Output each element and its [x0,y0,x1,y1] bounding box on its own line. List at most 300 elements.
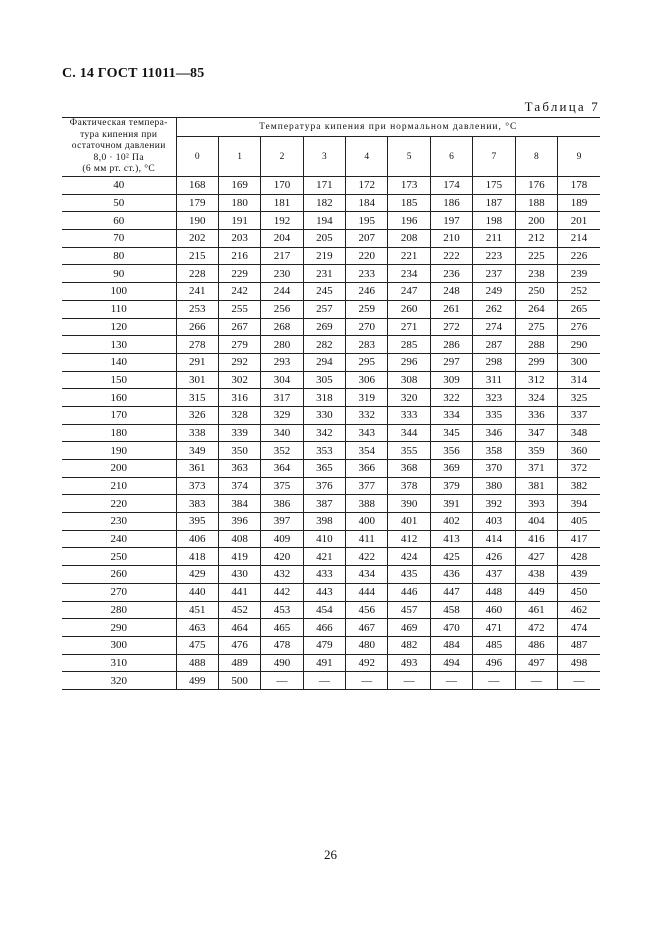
table-cell: 391 [430,495,472,513]
table-cell: 457 [388,601,430,619]
stub-header-line: (6 мм рт. ст.), °С [82,164,156,175]
table-cell: 436 [430,566,472,584]
table-row [62,371,600,389]
row-temperature: 320 [62,672,176,690]
table-cell: 379 [430,477,472,495]
table-cell: 478 [261,636,303,654]
table-cell: 308 [388,371,430,389]
table-cell: 449 [515,583,557,601]
table-cell: 401 [388,513,430,531]
table-cell: 256 [261,300,303,318]
row-temperature: 250 [62,548,176,566]
table-cell: 335 [473,406,515,424]
table-row [62,619,600,637]
table-cell: 336 [515,406,557,424]
table-cell: 418 [188,550,206,563]
table-cell: 214 [558,230,600,248]
table-cell: 487 [558,636,600,654]
row-temperature: 220 [62,495,176,513]
table-cell: 195 [346,212,388,230]
table-cell: 200 [515,212,557,230]
table-cell: 291 [188,356,206,369]
table-cell: 285 [388,336,430,354]
table-cell: 476 [218,636,260,654]
table-cell: 176 [515,177,557,195]
table-cell: 474 [558,619,600,637]
table-cell: 419 [218,548,260,566]
table-cell: 188 [515,194,557,212]
digit-header: 1 [218,137,260,177]
table-cell: 373 [188,480,206,493]
table-cell: 304 [261,371,303,389]
table-cell: 465 [261,619,303,637]
table-cell: 306 [346,371,388,389]
row-temperature: 40 [62,177,176,195]
row-temperature: 230 [62,513,176,531]
table-cell: 469 [388,619,430,637]
table-cell: 189 [558,194,600,212]
table-cell: 472 [515,619,557,637]
row-temperature: 170 [62,406,176,424]
table-cell: 270 [346,318,388,336]
table-cell: 260 [388,300,430,318]
table-cell: 378 [388,477,430,495]
table-cell: — [261,672,303,690]
table-cell: 499 [188,674,206,687]
table-cell: 296 [388,353,430,371]
digit-header: 2 [261,137,303,177]
table-cell: 428 [558,548,600,566]
table-cell: 416 [515,530,557,548]
table-cell: — [388,672,430,690]
page-header: С. 14 ГОСТ 11011—85 [62,66,205,81]
table-cell: 494 [430,654,472,672]
table-cell: 174 [430,177,472,195]
table-cell: 271 [388,318,430,336]
table-cell: 253 [188,303,206,316]
table-cell: 230 [261,265,303,283]
table-cell: 484 [430,636,472,654]
table-cell: 488 [188,656,206,669]
digit-header: 9 [558,137,600,177]
table-cell: 316 [218,389,260,407]
table-cell: 384 [218,495,260,513]
table-cell: 222 [430,247,472,265]
table-cell: 250 [515,283,557,301]
table-cell: 334 [430,406,472,424]
row-temperature: 310 [62,654,176,672]
table-cell: 208 [388,230,430,248]
table-cell: 408 [218,530,260,548]
table-cell: 411 [346,530,388,548]
table-cell: 405 [558,513,600,531]
table-cell: 261 [430,300,472,318]
table-cell: 496 [473,654,515,672]
table-cell: 350 [218,442,260,460]
table-cell: 332 [346,406,388,424]
table-cell: 394 [558,495,600,513]
table-cell: 395 [188,515,206,528]
row-temperature: 150 [62,371,176,389]
table-cell: 383 [188,497,206,510]
table-cell: 269 [303,318,345,336]
table-cell: 287 [473,336,515,354]
table-cell: 460 [473,601,515,619]
table-cell: 294 [303,353,345,371]
table-row [62,247,600,265]
table-cell: 346 [473,424,515,442]
table-cell: 426 [473,548,515,566]
row-temperature: 110 [62,300,176,318]
table-cell: 365 [303,460,345,478]
table-cell: 187 [473,194,515,212]
table-cell: 375 [261,477,303,495]
row-temperature: 240 [62,530,176,548]
table-cell: 297 [430,353,472,371]
table-row [62,477,600,495]
table-row [62,636,600,654]
table-cell: 223 [473,247,515,265]
table-cell: 324 [515,389,557,407]
row-temperature: 100 [62,283,176,301]
table-cell: 470 [430,619,472,637]
table-cell: 498 [558,654,600,672]
table-cell: 231 [303,265,345,283]
table-row [62,336,600,354]
table-cell: 372 [558,460,600,478]
table-cell: 413 [430,530,472,548]
table-cell: 479 [303,636,345,654]
table-row [62,389,600,407]
row-temperature: 280 [62,601,176,619]
table-cell: 444 [346,583,388,601]
table-row [62,513,600,531]
table-row [62,318,600,336]
table-row [62,212,600,230]
table-cell: 280 [261,336,303,354]
table-cell: 490 [261,654,303,672]
table-cell: — [346,672,388,690]
table-row [62,283,600,301]
stub-header [62,118,176,177]
table-cell: 282 [303,336,345,354]
table-cell: 390 [388,495,430,513]
table-cell: 245 [303,283,345,301]
table-cell: 196 [388,212,430,230]
table-cell: 172 [346,177,388,195]
table-cell: 234 [388,265,430,283]
row-temperature: 270 [62,583,176,601]
table-row [62,194,600,212]
table-cell: 186 [430,194,472,212]
table-cell: 184 [346,194,388,212]
table-cell: 446 [388,583,430,601]
table-cell: 267 [218,318,260,336]
table-cell: 462 [558,601,600,619]
table-cell: 491 [303,654,345,672]
table-cell: 343 [346,424,388,442]
table-cell: 376 [303,477,345,495]
table-cell: 252 [558,283,600,301]
table-cell: 175 [473,177,515,195]
table-cell: 438 [515,566,557,584]
table-cell: 414 [473,530,515,548]
table-cell: 173 [388,177,430,195]
table-cell: 326 [188,409,206,422]
table-cell: 318 [303,389,345,407]
table-row [62,583,600,601]
table-cell: 325 [558,389,600,407]
table-row [62,548,600,566]
table-cell: — [473,672,515,690]
table-cell: 439 [558,566,600,584]
table-cell: 205 [303,230,345,248]
table-cell: 450 [558,583,600,601]
table-cell: 219 [303,247,345,265]
boiling-temperature-table [62,117,600,690]
table-cell: 288 [515,336,557,354]
table-cell: 432 [261,566,303,584]
table-cell: 340 [261,424,303,442]
table-cell: 482 [388,636,430,654]
table-cell: 369 [430,460,472,478]
table-cell: 272 [430,318,472,336]
table-cell: 427 [515,548,557,566]
table-cell: 248 [430,283,472,301]
table-cell: 355 [388,442,430,460]
table-row [62,265,600,283]
table-cell: 278 [188,338,206,351]
table-cell: 464 [218,619,260,637]
table-row [62,654,600,672]
table-cell: 374 [218,477,260,495]
table-cell: 368 [388,460,430,478]
table-cell: 443 [303,583,345,601]
table-cell: 420 [261,548,303,566]
table-cell: 500 [218,672,260,690]
table-row [62,177,600,195]
table-cell: 342 [303,424,345,442]
table-cell: 429 [188,568,206,581]
table-cell: 180 [218,194,260,212]
table-cell: 404 [515,513,557,531]
table-row [62,566,600,584]
digit-header: 6 [430,137,472,177]
table-cell: 322 [430,389,472,407]
table-cell: 447 [430,583,472,601]
table-cell: 228 [188,267,206,280]
table-cell: 266 [188,320,206,333]
stub-header-line: остаточном давлении [71,141,166,152]
table-cell: 265 [558,300,600,318]
table-cell: 221 [388,247,430,265]
digit-header: 4 [346,137,388,177]
table-cell: 463 [188,621,206,634]
table-cell: 467 [346,619,388,637]
table-cell: 292 [218,353,260,371]
table-cell: 312 [515,371,557,389]
table-cell: 497 [515,654,557,672]
table-cell: 430 [218,566,260,584]
table-row [62,530,600,548]
table-cell: 358 [473,442,515,460]
table-cell: 360 [558,442,600,460]
row-temperature: 200 [62,460,176,478]
row-temperature: 260 [62,566,176,584]
table-row [62,460,600,478]
table-cell: 348 [558,424,600,442]
table-cell: 226 [558,247,600,265]
row-temperature: 180 [62,424,176,442]
table-cell: 344 [388,424,430,442]
table-cell: 397 [261,513,303,531]
table-cell: 171 [303,177,345,195]
table-cell: 440 [188,586,206,599]
table-cell: 486 [515,636,557,654]
table-cell: 170 [261,177,303,195]
table-cell: 319 [346,389,388,407]
table-cell: 179 [188,197,206,210]
table-cell: 492 [346,654,388,672]
table-cell: 356 [430,442,472,460]
table-cell: 204 [261,230,303,248]
table-cell: 422 [346,548,388,566]
table-cell: 302 [218,371,260,389]
table-cell: 403 [473,513,515,531]
table-cell: 364 [261,460,303,478]
table-cell: 333 [388,406,430,424]
table-cell: 448 [473,583,515,601]
table-cell: 366 [346,460,388,478]
table-cell: 493 [388,654,430,672]
table-cell: 190 [188,214,206,227]
table-cell: 238 [515,265,557,283]
table-cell: 461 [515,601,557,619]
group-header: Температура кипения при нормальном давлении, °С [176,118,600,137]
row-temperature: 60 [62,212,176,230]
table-cell: 178 [558,177,600,195]
table-cell: 417 [558,530,600,548]
table-cell: 475 [188,639,206,652]
table-cell: 197 [430,212,472,230]
table-cell: 454 [303,601,345,619]
table-cell: 412 [388,530,430,548]
table-cell: 298 [473,353,515,371]
table-cell: 169 [218,177,260,195]
table-row [62,495,600,513]
table-cell: 323 [473,389,515,407]
table-cell: 229 [218,265,260,283]
table-cell: 349 [188,444,206,457]
table-cell: 215 [188,250,206,263]
table-cell: 220 [346,247,388,265]
table-cell: 398 [303,513,345,531]
row-temperature: 130 [62,336,176,354]
table-cell: 311 [473,371,515,389]
table-cell: 363 [218,460,260,478]
table-cell: 168 [188,179,206,192]
table-cell: 191 [218,212,260,230]
table-cell: 393 [515,495,557,513]
table-cell: 421 [303,548,345,566]
table-cell: 309 [430,371,472,389]
table-cell: 425 [430,548,472,566]
table-cell: 275 [515,318,557,336]
table-cell: 274 [473,318,515,336]
table-cell: 442 [261,583,303,601]
table-cell: 437 [473,566,515,584]
table-cell: 371 [515,460,557,478]
digit-header: 5 [388,137,430,177]
table-cell: 202 [188,232,206,245]
table-cell: 485 [473,636,515,654]
table-cell: 295 [346,353,388,371]
table-cell: 314 [558,371,600,389]
table-cell: 305 [303,371,345,389]
table-cell: — [515,672,557,690]
digit-header: 7 [473,137,515,177]
table-cell: 182 [303,194,345,212]
table-cell: 293 [261,353,303,371]
table-cell: 242 [218,283,260,301]
table-row [62,406,600,424]
table-cell: 268 [261,318,303,336]
table-cell: 241 [188,285,206,298]
table-cell: 290 [558,336,600,354]
table-cell: 471 [473,619,515,637]
table-cell: 203 [218,230,260,248]
table-cell: 466 [303,619,345,637]
table-cell: 354 [346,442,388,460]
table-cell: — [430,672,472,690]
table-cell: 276 [558,318,600,336]
digit-header: 3 [303,137,345,177]
table-cell: 244 [261,283,303,301]
table-row [62,424,600,442]
table-caption: Таблица 7 [524,99,600,114]
table-cell: 330 [303,406,345,424]
table-cell: 381 [515,477,557,495]
row-temperature: 90 [62,265,176,283]
table-cell: 359 [515,442,557,460]
table-cell: 216 [218,247,260,265]
page-number: 26 [324,847,337,862]
table-cell: 347 [515,424,557,442]
table-cell: 377 [346,477,388,495]
table-cell: 338 [188,426,206,439]
table-cell: — [303,672,345,690]
row-temperature: 50 [62,194,176,212]
table-cell: 489 [218,654,260,672]
table-cell: 406 [188,533,206,546]
table-cell: 387 [303,495,345,513]
table-cell: 433 [303,566,345,584]
table-row [62,442,600,460]
table-cell: 181 [261,194,303,212]
table-cell: 315 [188,391,206,404]
table-cell: 210 [430,230,472,248]
table-cell: 435 [388,566,430,584]
table-cell: 279 [218,336,260,354]
table-cell: 424 [388,548,430,566]
table-cell: 456 [346,601,388,619]
table-cell: 257 [303,300,345,318]
table-cell: 185 [388,194,430,212]
table-cell: 328 [218,406,260,424]
table-cell: 386 [261,495,303,513]
table-cell: 400 [346,513,388,531]
table-cell: 198 [473,212,515,230]
